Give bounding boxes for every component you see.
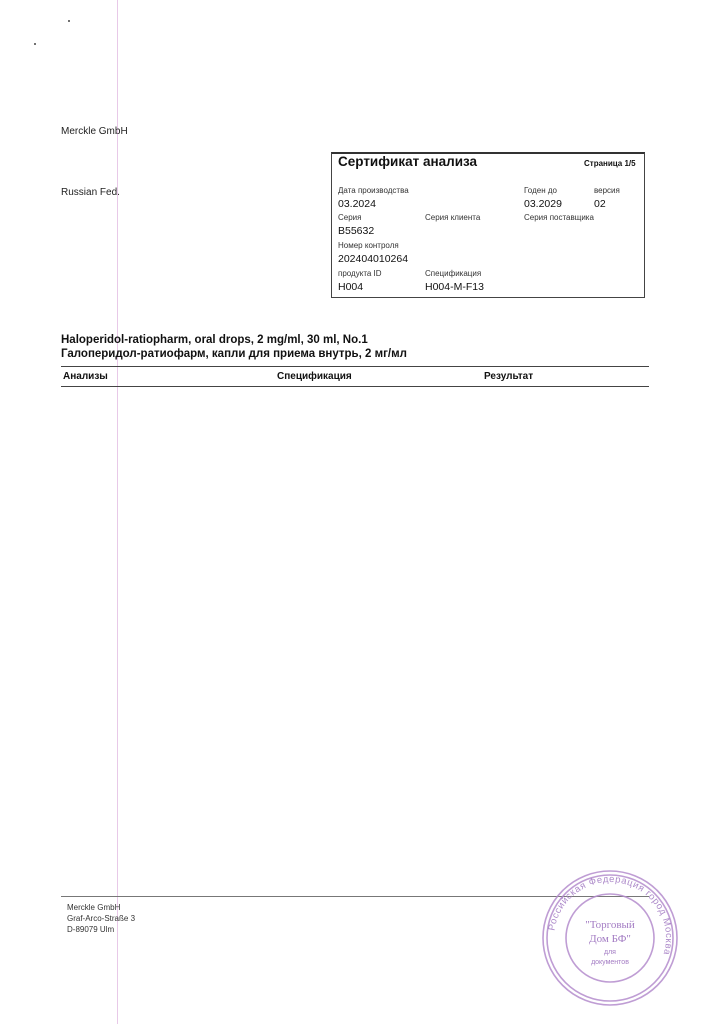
spec-label: Спецификация bbox=[425, 269, 482, 278]
production-date-value: 03.2024 bbox=[338, 198, 376, 210]
column-header-specification: Спецификация bbox=[277, 371, 352, 382]
scan-speck bbox=[34, 43, 36, 45]
client-batch-label: Серия клиента bbox=[425, 213, 481, 222]
product-name-ru: Галоперидол-ратиофарм, капли для приема внутрь, 2 мг/мл bbox=[61, 348, 407, 360]
column-header-analyses: Анализы bbox=[63, 371, 108, 382]
production-date-label: Дата производства bbox=[338, 186, 409, 195]
product-id-label: продукта ID bbox=[338, 269, 382, 278]
fold-line bbox=[117, 0, 118, 1024]
stamp-center-line1: "Торговый bbox=[585, 919, 635, 931]
stamp-ring-text: Российская Федерация город Москва bbox=[546, 873, 675, 957]
expiry-label: Годен до bbox=[524, 186, 557, 195]
recipient-company: Merckle GmbH bbox=[61, 126, 128, 137]
version-value: 02 bbox=[594, 198, 606, 210]
product-id-value: H004 bbox=[338, 281, 364, 293]
version-label: версия bbox=[594, 186, 620, 195]
page-number: Страница 1/5 bbox=[584, 159, 636, 168]
supplier-batch-label: Серия поставщика bbox=[524, 213, 594, 222]
scan-speck bbox=[68, 20, 70, 22]
stamp-center-line2: Дом БФ" bbox=[589, 933, 631, 945]
control-number-value: 202404010264 bbox=[338, 253, 409, 265]
stamp-center-line3: для bbox=[604, 949, 616, 956]
expiry-value: 03.2029 bbox=[524, 198, 562, 210]
certificate-title: Сертификат анализа bbox=[338, 154, 478, 169]
round-stamp bbox=[540, 868, 680, 1008]
table-top-rule bbox=[61, 366, 649, 367]
column-header-result: Результат bbox=[484, 371, 534, 382]
spec-value: H004-M-F13 bbox=[425, 281, 484, 293]
footer-city: D-89079 Ulm bbox=[67, 925, 115, 934]
batch-value: B55632 bbox=[338, 225, 375, 237]
control-number-label: Номер контроля bbox=[338, 241, 399, 250]
footer-street: Graf-Arco-Straße 3 bbox=[67, 914, 136, 923]
recipient-country: Russian Fed. bbox=[61, 187, 120, 198]
batch-label: Серия bbox=[338, 213, 362, 222]
footer-company: Merckle GmbH bbox=[67, 903, 121, 912]
table-header-rule bbox=[61, 386, 649, 387]
product-name-en: Haloperidol-ratiopharm, oral drops, 2 mg/ml, 30 ml, No.1 bbox=[61, 334, 368, 346]
stamp-center-line4: документов bbox=[591, 959, 629, 966]
